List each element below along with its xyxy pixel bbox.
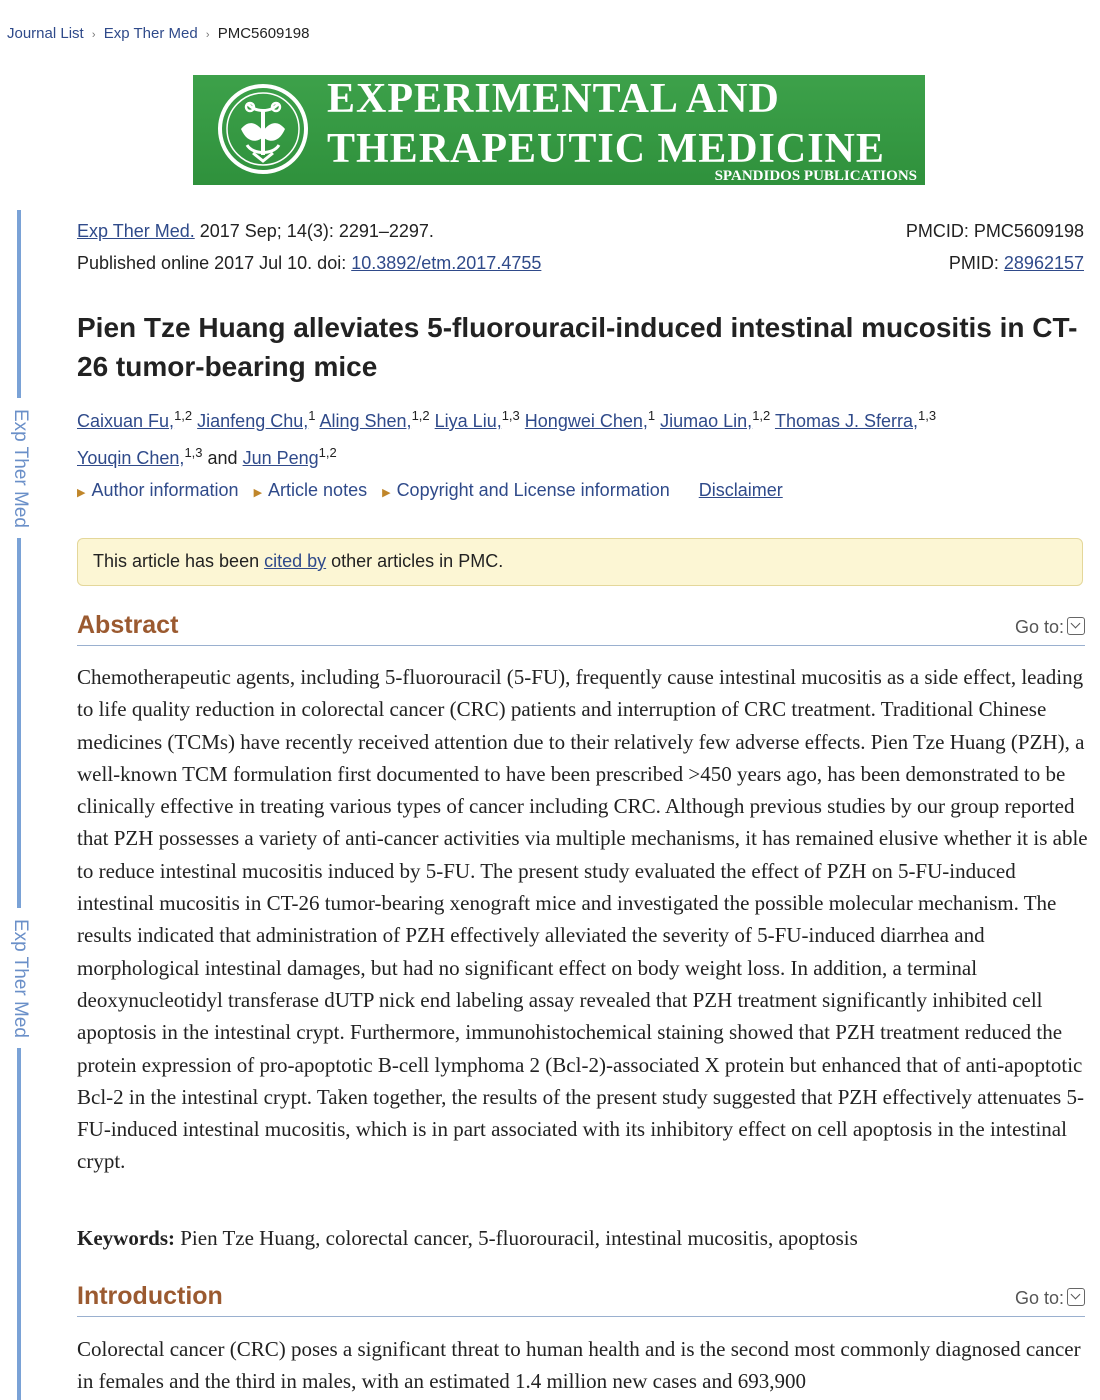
breadcrumb-separator: › (91, 29, 96, 41)
expand-triangle-icon: ▶ (253, 487, 263, 499)
journal-logo-icon (217, 83, 309, 175)
author-link[interactable]: Aling Shen, (319, 411, 412, 431)
cited-by-link[interactable]: cited by (264, 551, 327, 571)
introduction-section-header (77, 1280, 1085, 1317)
copyright-toggle[interactable]: ▶ Copyright and License information (382, 480, 670, 500)
pmid-line (906, 247, 1084, 279)
author-affiliation[interactable]: 1,2 (174, 408, 193, 423)
cited-by-notice (77, 538, 1083, 586)
journal-banner[interactable] (193, 75, 925, 185)
author-link[interactable]: Liya Liu, (434, 411, 502, 431)
author-affiliation[interactable]: 1,2 (752, 408, 771, 423)
abstract-text: Chemotherapeutic agents, including 5-fluorouracil (5-FU), frequently cause intestinal mucositis as a side effect, leading to life quality reduction in colorectal cancer (CRC) patients and interruption of CRC treatment. Traditional Chinese medicines (TCMs) have recently received attention due to their relatively few adverse effects. Pien Tze Huang (PZH), a well-known TCM formulation first documented to have been prescribed >450 years ago, has been demonstrated to be clinically effective in treating various types of cancer including CRC. Although previous studies by our group reported that PZH possesses a variety of anti-cancer activities via multiple mechanisms, it has remained elusive whether it is able to reduce intestinal mucositis induced by 5-FU. The present study evaluated the effect of PZH on 5-FU-induced intestinal mucositis in CT-26 tumor-bearing xenograft mice and investigated the possible molecular mechanism. The results indicated that administration of PZH effectively alleviated the severity of 5-FU-induced diarrhea and morphological intestinal damages, but had no significant effect on body weight loss. In addition, a terminal deoxynucleotidyl transferase dUTP nick end labeling assay revealed that PZH treatment significantly inhibited cell apoptosis in the intestinal crypt. Furthermore, immunohistochemical staining showed that PZH treatment reduced the protein expression of pro-apoptotic B-cell lymphoma 2 (Bcl-2)-associated X protein but enhanced that of anti-apoptotic Bcl-2 in the intestinal crypt. Taken together, the results of the present study suggested that PZH effectively attenuates 5-FU-induced intestinal mucositis, which is in part associated with its inhibitory effect on cell apoptosis in the intestinal crypt. (77, 665, 1088, 1174)
breadcrumb (7, 25, 309, 42)
author-affiliation[interactable]: 1,2 (318, 445, 337, 460)
author-link[interactable]: Youqin Chen, (77, 448, 185, 468)
introduction-heading: Introduction (77, 1282, 223, 1310)
journal-link[interactable]: Exp Ther Med. (77, 221, 195, 241)
banner-title-line2: THERAPEUTIC MEDICINE (327, 126, 885, 172)
pmid-label: PMID: (948, 253, 1004, 273)
author-affiliation[interactable]: 1 (647, 408, 656, 423)
author-list (77, 400, 1077, 474)
banner-publisher: SPANDIDOS PUBLICATIONS (714, 168, 917, 184)
author-link[interactable]: Jianfeng Chu, (197, 411, 309, 431)
banner-title-line1: EXPERIMENTAL AND (327, 76, 780, 122)
side-journal-label[interactable]: Exp Ther Med (10, 908, 30, 1048)
keywords-label: Keywords: (77, 1226, 175, 1250)
article-notes-toggle[interactable]: ▶ Article notes (253, 480, 368, 500)
author-affiliation[interactable]: 1,3 (918, 408, 937, 423)
published-line (77, 247, 541, 279)
side-rail (17, 210, 21, 1400)
authors-and: and (207, 448, 238, 468)
abstract-goto[interactable]: Go to: (1015, 617, 1085, 638)
author-information-toggle[interactable]: ▶ Author information (77, 480, 239, 500)
keywords-list: Pien Tze Huang, colorectal cancer, 5-fluorouracil, intestinal mucositis, apoptosis (175, 1226, 858, 1250)
author-link[interactable]: Hongwei Chen, (524, 411, 648, 431)
expand-triangle-icon: ▶ (382, 487, 391, 499)
published-label: Published online 2017 Jul 10. doi: (77, 253, 352, 273)
breadcrumb-journal[interactable]: Exp Ther Med (103, 25, 198, 42)
author-link[interactable]: Jiumao Lin, (660, 411, 753, 431)
article-title: Pien Tze Huang alleviates 5-fluorouracil-induced intestinal mucositis in CT-26 tumor-bearing mice (77, 312, 1078, 382)
disclaimer-link[interactable]: Disclaimer (698, 480, 783, 500)
citation-block (77, 215, 541, 279)
author-affiliation[interactable]: 1,3 (184, 445, 203, 460)
breadcrumb-separator: › (205, 29, 210, 41)
abstract-section-header (77, 609, 1085, 646)
side-journal-label[interactable]: Exp Ther Med (10, 398, 30, 538)
expand-triangle-icon: ▶ (77, 487, 86, 499)
cited-notice-before: This article has been (93, 551, 265, 571)
pmid-link[interactable]: 28962157 (1003, 253, 1084, 273)
abstract-heading: Abstract (77, 611, 179, 639)
breadcrumb-journal-list[interactable]: Journal List (7, 25, 84, 42)
chevron-down-icon[interactable] (1067, 1288, 1085, 1306)
introduction-goto[interactable]: Go to: (1015, 1288, 1085, 1309)
introduction-text: Colorectal cancer (CRC) poses a significant threat to human health and is the second most commonly diagnosed cancer in females and the third in males, with an estimated 1.4 million new cases and 693,900 (77, 1337, 1081, 1394)
article-meta-links (77, 480, 783, 501)
breadcrumb-current: PMC5609198 (217, 25, 310, 42)
author-affiliation[interactable]: 1 (308, 408, 316, 423)
author-link[interactable]: Jun Peng (242, 448, 319, 468)
citation-details: 2017 Sep; 14(3): 2291–2297. (194, 221, 434, 241)
author-affiliation[interactable]: 1,3 (501, 408, 520, 423)
author-link[interactable]: Caixuan Fu, (77, 411, 175, 431)
identifiers-block (906, 215, 1084, 279)
author-link[interactable]: Thomas J. Sferra, (774, 411, 918, 431)
keywords (77, 1226, 1087, 1251)
citation-line (77, 215, 541, 247)
pmcid: PMCID: PMC5609198 (905, 221, 1084, 241)
author-affiliation[interactable]: 1,2 (411, 408, 430, 423)
doi-link[interactable]: 10.3892/etm.2017.4755 (351, 253, 542, 273)
chevron-down-icon[interactable] (1067, 617, 1085, 635)
cited-notice-after: other articles in PMC. (326, 551, 504, 571)
